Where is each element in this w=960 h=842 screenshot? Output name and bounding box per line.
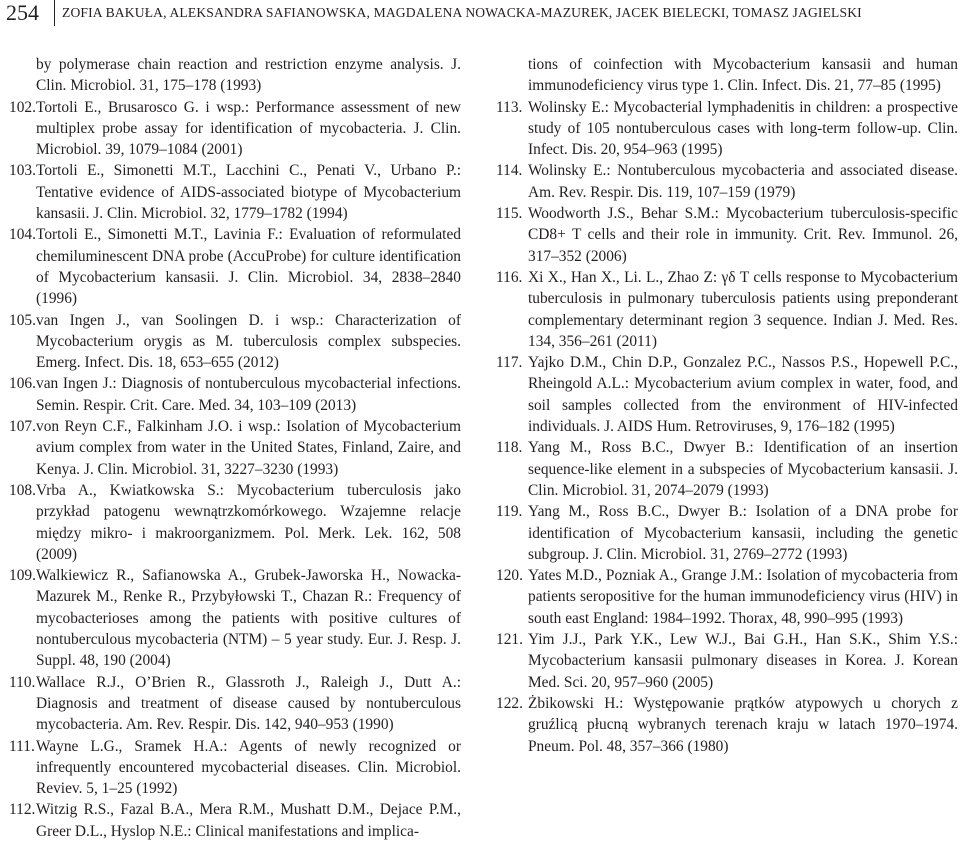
- reference-number: 114.: [496, 162, 523, 180]
- reference-item: [494, 437, 958, 501]
- reference-item: [9, 310, 461, 374]
- reference-number: 122.: [496, 694, 523, 712]
- header-divider: [54, 0, 55, 26]
- reference-text: Woodworth J.S., Behar S.M.: Mycobacterium tuberculosis-specific CD8+ T cells and their role in immunity. Crit. Rev. Immunol. 26, 317–352 (2006): [528, 205, 958, 265]
- reference-text: Yang M., Ross B.C., Dwyer B.: Isolation of a DNA probe for identification of Mycobacterium kansasii, including the genetic subgroup. J. Clin. Microbiol. 31, 2769–2772 (1993): [528, 503, 958, 563]
- reference-item: [494, 693, 958, 757]
- reference-number: 107.: [9, 418, 36, 436]
- reference-number: 106.: [9, 375, 36, 393]
- reference-text: Yates M.D., Pozniak A., Grange J.M.: Isolation of mycobacteria from patients seropositive for the human immunodeficiency virus (HIV) in south east England: 1984–1992. Thorax, 48, 990–995 (1993): [528, 567, 958, 627]
- reference-text: van Ingen J., van Soolingen D. i wsp.: Characterization of Mycobacterium orygis as M. tuberculosis complex subspecies. Emerg. Infect. Dis. 18, 653–655 (2012): [36, 311, 461, 372]
- reference-text: Tortoli E., Simonetti M.T., Lacchini C., Penati V., Urbano P.: Tentative evidence of AIDS-associated biotype of Mycobacterium kansasii. J. Clin. Microbiol. 32, 1779–1782 (1994): [36, 162, 461, 223]
- reference-text: von Reyn C.F., Falkinham J.O. i wsp.: Isolation of Mycobacterium avium complex from water in the United States, Finland, Zaire, and Kenya. J. Clin. Microbiol. 31, 3227–3230 (1993): [36, 418, 461, 478]
- page-number: 254: [6, 0, 39, 25]
- reference-text: Żbikowski H.: Występowanie prątków atypowych u chorych z gruźlicą płucną wybranych terenach kraju w latach 1970–1974. Pneum. Pol. 48, 357–366 (1980): [528, 694, 958, 755]
- reference-number: 111.: [9, 737, 35, 755]
- reference-number: 108.: [9, 481, 36, 499]
- reference-text: Witzig R.S., Fazal B.A., Mera R.M., Mushatt D.M., Dejace P.M., Greer D.L., Hyslop N.E.: Clinical manifestations and implica-: [36, 801, 461, 840]
- reference-text: Yang M., Ross B.C., Dwyer B.: Identification of an insertion sequence-like element in a subspecies of Mycobacterium kansasii. J. Clin. Microbiol. 31, 2074–2079 (1993): [528, 439, 958, 499]
- reference-item: [9, 416, 461, 480]
- reference-number: 117.: [496, 354, 523, 372]
- reference-number: 121.: [496, 631, 523, 649]
- reference-number: 113.: [496, 98, 523, 116]
- reference-text: Wayne L.G., Sramek H.A.: Agents of newly recognized or infrequently encountered mycobacterial diseases. Clin. Microbiol. Reviev. 5, 1–25 (1992): [36, 737, 461, 798]
- reference-continuation: [9, 54, 461, 97]
- reference-number: 110.: [9, 673, 36, 691]
- reference-text: Yajko D.M., Chin D.P., Gonzalez P.C., Nassos P.S., Hopewell P.C., Rheingold A.L.: Mycobacterium avium complex in water, food, and soil samples collected from the environment of HIV-infected individuals. J. AIDS Hum. Retroviruses, 9, 176–182 (1995): [528, 354, 958, 436]
- reference-item: [494, 629, 958, 693]
- reference-text: van Ingen J.: Diagnosis of nontuberculous mycobacterial infections. Semin. Respir. Crit. Care. Med. 34, 103–109 (2013): [36, 375, 461, 414]
- page-header: [0, 0, 960, 30]
- reference-item: [494, 203, 958, 267]
- reference-text: Wolinsky E.: Nontuberculous mycobacteria and associated disease. Am. Rev. Respir. Dis. 119, 107–159 (1979): [528, 162, 958, 201]
- reference-column-left: [9, 54, 461, 842]
- reference-column-right: [494, 54, 958, 757]
- reference-text: Tortoli E., Brusarosco G. i wsp.: Performance assessment of new multiplex probe assay for identification of mycobacteria. J. Clin. Microbiol. 39, 1079–1084 (2001): [36, 98, 461, 159]
- reference-number: 109.: [9, 567, 36, 585]
- reference-number: 116.: [496, 268, 523, 286]
- reference-text: Tortoli E., Simonetti M.T., Lavinia F.: Evaluation of reformulated chemiluminescent DNA probe (AccuProbe) for culture identification of Mycobacterium kansasii. J. Clin. Microbiol. 34, 2838–2840 (1996): [36, 226, 461, 308]
- reference-item: [494, 565, 958, 629]
- reference-item: [494, 97, 958, 161]
- reference-text: tions of coinfection with Mycobacterium kansasii and human immunodeficiency virus type 1. Clin. Infect. Dis. 21, 77–85 (1995): [528, 56, 958, 95]
- reference-number: 104.: [9, 226, 36, 244]
- reference-text: by polymerase chain reaction and restriction enzyme analysis. J. Clin. Microbiol. 31, 175–178 (1993): [36, 56, 461, 95]
- reference-number: 115.: [496, 205, 523, 223]
- reference-item: [9, 97, 461, 161]
- reference-number: 112.: [9, 801, 36, 819]
- reference-text: Walkiewicz R., Safianowska A., Grubek-Jaworska H., Nowacka-Mazurek M., Renke R., Przybyłowski T., Chazan R.: Frequency of mycobacterioses among the patients with positive cultures of nontuberculous mycobacteria (NTM) – 5 year study. Eur. J. Resp. J. Suppl. 48, 190 (2004): [36, 567, 461, 670]
- reference-text: Wallace R.J., O’Brien R., Glassroth J., Raleigh J., Dutt A.: Diagnosis and treatment of disease caused by nontuberculous mycobacteria. Am. Rev. Respir. Dis. 142, 940–953 (1990): [36, 673, 461, 734]
- reference-item: [9, 480, 461, 565]
- reference-item: [494, 352, 958, 437]
- reference-item: [494, 501, 958, 565]
- reference-number: 120.: [496, 567, 523, 585]
- reference-number: 103.: [9, 162, 36, 180]
- reference-item: [9, 799, 461, 842]
- reference-item: [494, 267, 958, 352]
- reference-number: 102.: [9, 98, 36, 116]
- reference-number: 119.: [496, 503, 523, 521]
- reference-continuation: [494, 54, 958, 97]
- reference-number: 118.: [496, 439, 523, 457]
- running-title: ZOFIA BAKUŁA, ALEKSANDRA SAFIANOWSKA, MAGDALENA NOWACKA-MAZUREK, JACEK BIELECKI, TOMASZ JAGIELSKI: [62, 5, 862, 20]
- reference-item: [9, 736, 461, 800]
- reference-item: [9, 672, 461, 736]
- reference-text: Wolinsky E.: Mycobacterial lymphadenitis in children: a prospective study of 105 nontuberculous cases with long-term follow-up. Clin. Infect. Dis. 20, 954–963 (1995): [528, 98, 958, 159]
- reference-item: [494, 160, 958, 203]
- reference-item: [9, 373, 461, 416]
- reference-number: 105.: [9, 311, 36, 329]
- reference-text: Xi X., Han X., Li. L., Zhao Z: γδ T cells response to Mycobacterium tuberculosis in pulmonary tuberculosis patients using preponderant complementary determinant region 3 sequence. Indian J. Med. Res. 134, 356–261 (2011): [528, 268, 958, 350]
- reference-item: [9, 565, 461, 671]
- reference-item: [9, 160, 461, 224]
- reference-text: Vrba A., Kwiatkowska S.: Mycobacterium tuberculosis jako przykład patogenu wewnątrzkomórkowego. Wzajemne relacje między mikro- i makroorganizmem. Pol. Merk. Lek. 162, 508 (2009): [36, 481, 461, 563]
- reference-text: Yim J.J., Park Y.K., Lew W.J., Bai G.H., Han S.K., Shim Y.S.: Mycobacterium kansasii pulmonary diseases in Korea. J. Korean Med. Sci. 20, 957–960 (2005): [528, 631, 958, 691]
- reference-item: [9, 224, 461, 309]
